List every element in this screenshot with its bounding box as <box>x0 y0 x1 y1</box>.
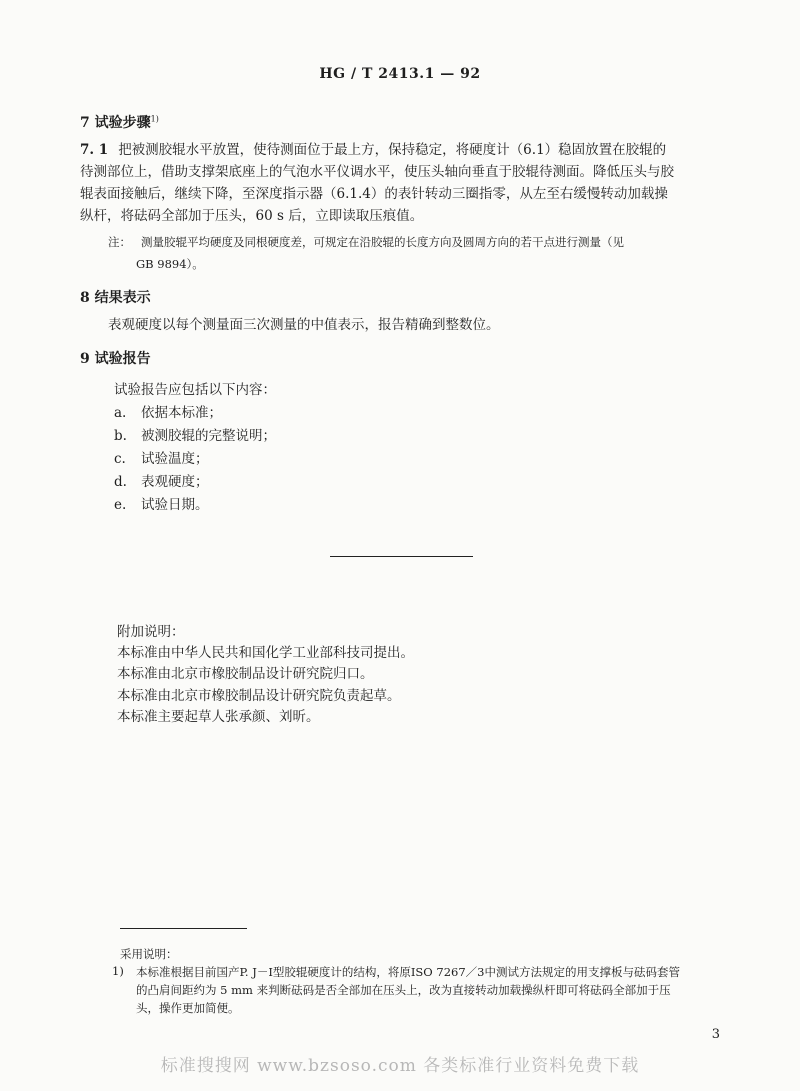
footnote-line-1: 本标准根据目前国产P. J－Ⅰ型胶辊硬度计的结构，将原ISO 7267／3中测试方法规定的用支撑板与砝码套管 <box>136 965 680 979</box>
page-number: 3 <box>711 1027 720 1042</box>
footnote-line-3: 头，操作更加简便。 <box>136 1001 240 1015</box>
additional-notes-title: 附加说明： <box>117 624 185 640</box>
note-line-1 <box>108 234 624 250</box>
note-text: 测量胶辊平均硬度及同根硬度差，可规定在沿胶辊的长度方向及圆周方向的若干点进行测量（见 <box>141 235 624 249</box>
note-line-2: GB 9894）。 <box>136 257 204 271</box>
clause-number: 7. 1 <box>80 142 109 158</box>
additional-note-line: 本标准主要起草人张承颜、刘昕。 <box>117 709 320 725</box>
standard-code-header: HG / T 2413.1 — 92 <box>319 66 481 82</box>
clause-7-1-line-2: 待测部位上，借助支撑架底座上的气泡水平仪调水平，使压头轴向垂直于胶辊待测面。降低压头与胶 <box>80 164 674 180</box>
clause-7-1-line-1 <box>80 141 666 159</box>
section-7-title: 7 试验步骤 <box>80 115 151 131</box>
list-item: e. 试验日期。 <box>114 497 209 513</box>
list-item: b. 被测胶辊的完整说明； <box>114 428 276 444</box>
footnote-ref: 1) <box>150 114 159 124</box>
list-item: c. 试验温度； <box>114 451 209 467</box>
site-watermark: 标准搜搜网 www.bzsoso.com 各类标准行业资料免费下载 <box>160 1056 640 1076</box>
clause-7-1-line-4: 纵杆，将砝码全部加于压头，60 s 后，立即读取压痕值。 <box>80 208 424 224</box>
section-9-heading: 9 试验报告 <box>80 351 151 367</box>
list-item: a. 依据本标准； <box>114 405 222 421</box>
note-label: 注： <box>108 235 131 249</box>
footnote-marker: 1) <box>112 964 124 978</box>
footnote-divider <box>120 928 247 929</box>
additional-note-line: 本标准由中华人民共和国化学工业部科技司提出。 <box>117 645 414 661</box>
section-8-text: 表观硬度以每个测量面三次测量的中值表示，报告精确到整数位。 <box>108 317 500 333</box>
section-9-intro: 试验报告应包括以下内容： <box>114 382 276 398</box>
additional-note-line: 本标准由北京市橡胶制品设计研究院归口。 <box>117 666 374 682</box>
clause-7-1-line-3: 辊表面接触后，继续下降，至深度指示器（6.1.4）的表针转动三圈指零，从左至右缓慢转动加载操 <box>80 186 668 202</box>
footnote-title: 采用说明： <box>120 947 178 961</box>
additional-note-line: 本标准由北京市橡胶制品设计研究院负责起草。 <box>117 688 401 704</box>
list-item: d. 表观硬度； <box>114 474 209 490</box>
section-7-heading <box>80 112 159 132</box>
footnote-line-2: 的凸肩间距约为 5 mm 来判断砝码是否全部加在压头上，改为直接转动加载操纵杆即可将砝码全部加于压 <box>136 983 671 997</box>
clause-text: 把被测胶辊水平放置，使待测面位于最上方，保持稳定，将硬度计（6.1）稳固放置在胶辊的 <box>118 142 667 158</box>
section-8-heading: 8 结果表示 <box>80 290 151 306</box>
end-divider <box>330 556 473 557</box>
